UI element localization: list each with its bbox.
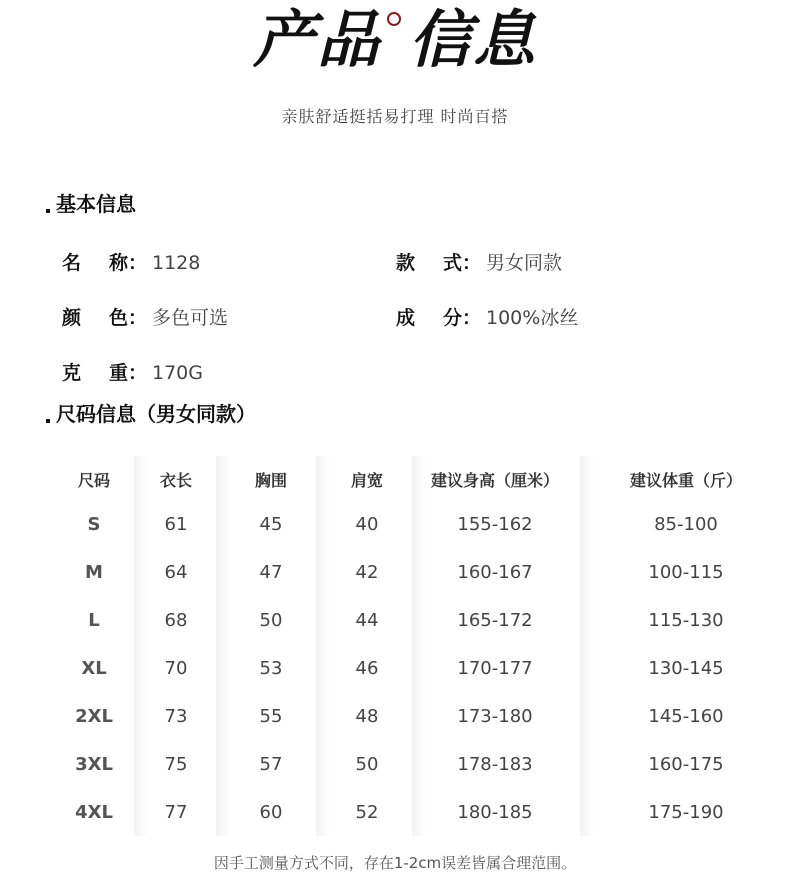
table-cell: 160-175 (648, 754, 724, 775)
subtitle: 亲肤舒适挺括易打理 时尚百搭 (281, 107, 509, 126)
table-cell: 180-185 (457, 802, 533, 823)
table-cell: 55 (259, 706, 283, 727)
size-column (226, 456, 316, 836)
title-area (0, 2, 790, 82)
size-column (410, 456, 580, 836)
size-label-cell: XL (81, 658, 107, 679)
table-cell: 70 (164, 658, 188, 679)
table-cell: 46 (355, 658, 379, 679)
size-label-cell: 4XL (75, 802, 113, 823)
table-cell: 50 (355, 754, 379, 775)
info-label: 名 称： (62, 252, 148, 274)
table-cell: 61 (164, 514, 188, 535)
info-name (62, 248, 200, 275)
table-cell: 48 (355, 706, 379, 727)
table-cell: 64 (164, 562, 188, 583)
size-column (322, 456, 412, 836)
table-cell: 75 (164, 754, 188, 775)
info-label: 成 分： (396, 307, 482, 329)
table-cell: 175-190 (648, 802, 724, 823)
size-label-cell: M (85, 562, 103, 583)
info-composition (396, 303, 578, 330)
table-cell: 170-177 (457, 658, 533, 679)
table-header-cell: 肩宽 (350, 471, 383, 490)
info-label: 颜 色： (62, 307, 148, 329)
info-label: 款 式： (396, 252, 482, 274)
table-header-cell: 衣长 (159, 471, 192, 490)
table-cell: 40 (355, 514, 379, 535)
table-cell: 160-167 (457, 562, 533, 583)
table-cell: 85-100 (654, 514, 718, 535)
info-color (62, 303, 228, 330)
table-cell: 57 (259, 754, 283, 775)
basic-info-heading (46, 188, 136, 217)
info-label: 克 重： (62, 362, 148, 384)
table-cell: 52 (355, 802, 379, 823)
info-weight (62, 358, 203, 385)
info-value: 100%冰丝 (486, 307, 579, 329)
basic-info-heading-text: 基本信息 (56, 192, 136, 216)
size-info-heading (46, 398, 256, 427)
footnote: 因手工测量方式不同，存在1-2cm误差皆属合理范围。 (213, 854, 577, 872)
title-dot-icon (387, 12, 401, 26)
table-cell: 155-162 (457, 514, 533, 535)
table-cell: 73 (164, 706, 188, 727)
info-value: 多色可选 (152, 307, 229, 329)
info-value: 男女同款 (486, 252, 563, 274)
table-cell: 178-183 (457, 754, 533, 775)
size-label-cell: 2XL (75, 706, 113, 727)
title-left: 产品 (252, 3, 381, 76)
table-header-cell: 建议身高（厘米） (430, 471, 559, 490)
table-cell: 68 (164, 610, 188, 631)
table-cell: 100-115 (648, 562, 724, 583)
table-cell: 173-180 (457, 706, 533, 727)
size-label-cell: L (88, 610, 100, 631)
table-cell: 145-160 (648, 706, 724, 727)
table-cell: 165-172 (457, 610, 533, 631)
table-cell: 77 (164, 802, 188, 823)
info-style (396, 248, 562, 275)
info-value: 1128 (152, 252, 201, 274)
size-column (136, 456, 216, 836)
table-cell: 53 (259, 658, 283, 679)
table-cell: 45 (259, 514, 283, 535)
table-header-cell: 建议体重（斤） (629, 471, 742, 490)
table-cell: 60 (259, 802, 283, 823)
table-cell: 42 (355, 562, 379, 583)
bullet-icon (46, 209, 50, 213)
table-cell: 44 (355, 610, 379, 631)
size-column (586, 456, 786, 836)
page-title (253, 2, 537, 78)
table-cell: 47 (259, 562, 283, 583)
title-right: 信息 (409, 3, 538, 76)
table-header-cell: 胸围 (254, 471, 287, 490)
table-cell: 130-145 (648, 658, 724, 679)
table-cell: 115-130 (648, 610, 724, 631)
bullet-icon (46, 419, 50, 423)
size-label-cell: 3XL (75, 754, 113, 775)
info-value: 170G (152, 362, 203, 384)
size-label-cell: S (87, 514, 101, 535)
size-column (54, 456, 134, 836)
size-info-heading-text: 尺码信息（男女同款） (56, 402, 256, 426)
table-header-cell: 尺码 (77, 471, 110, 490)
table-cell: 50 (259, 610, 283, 631)
